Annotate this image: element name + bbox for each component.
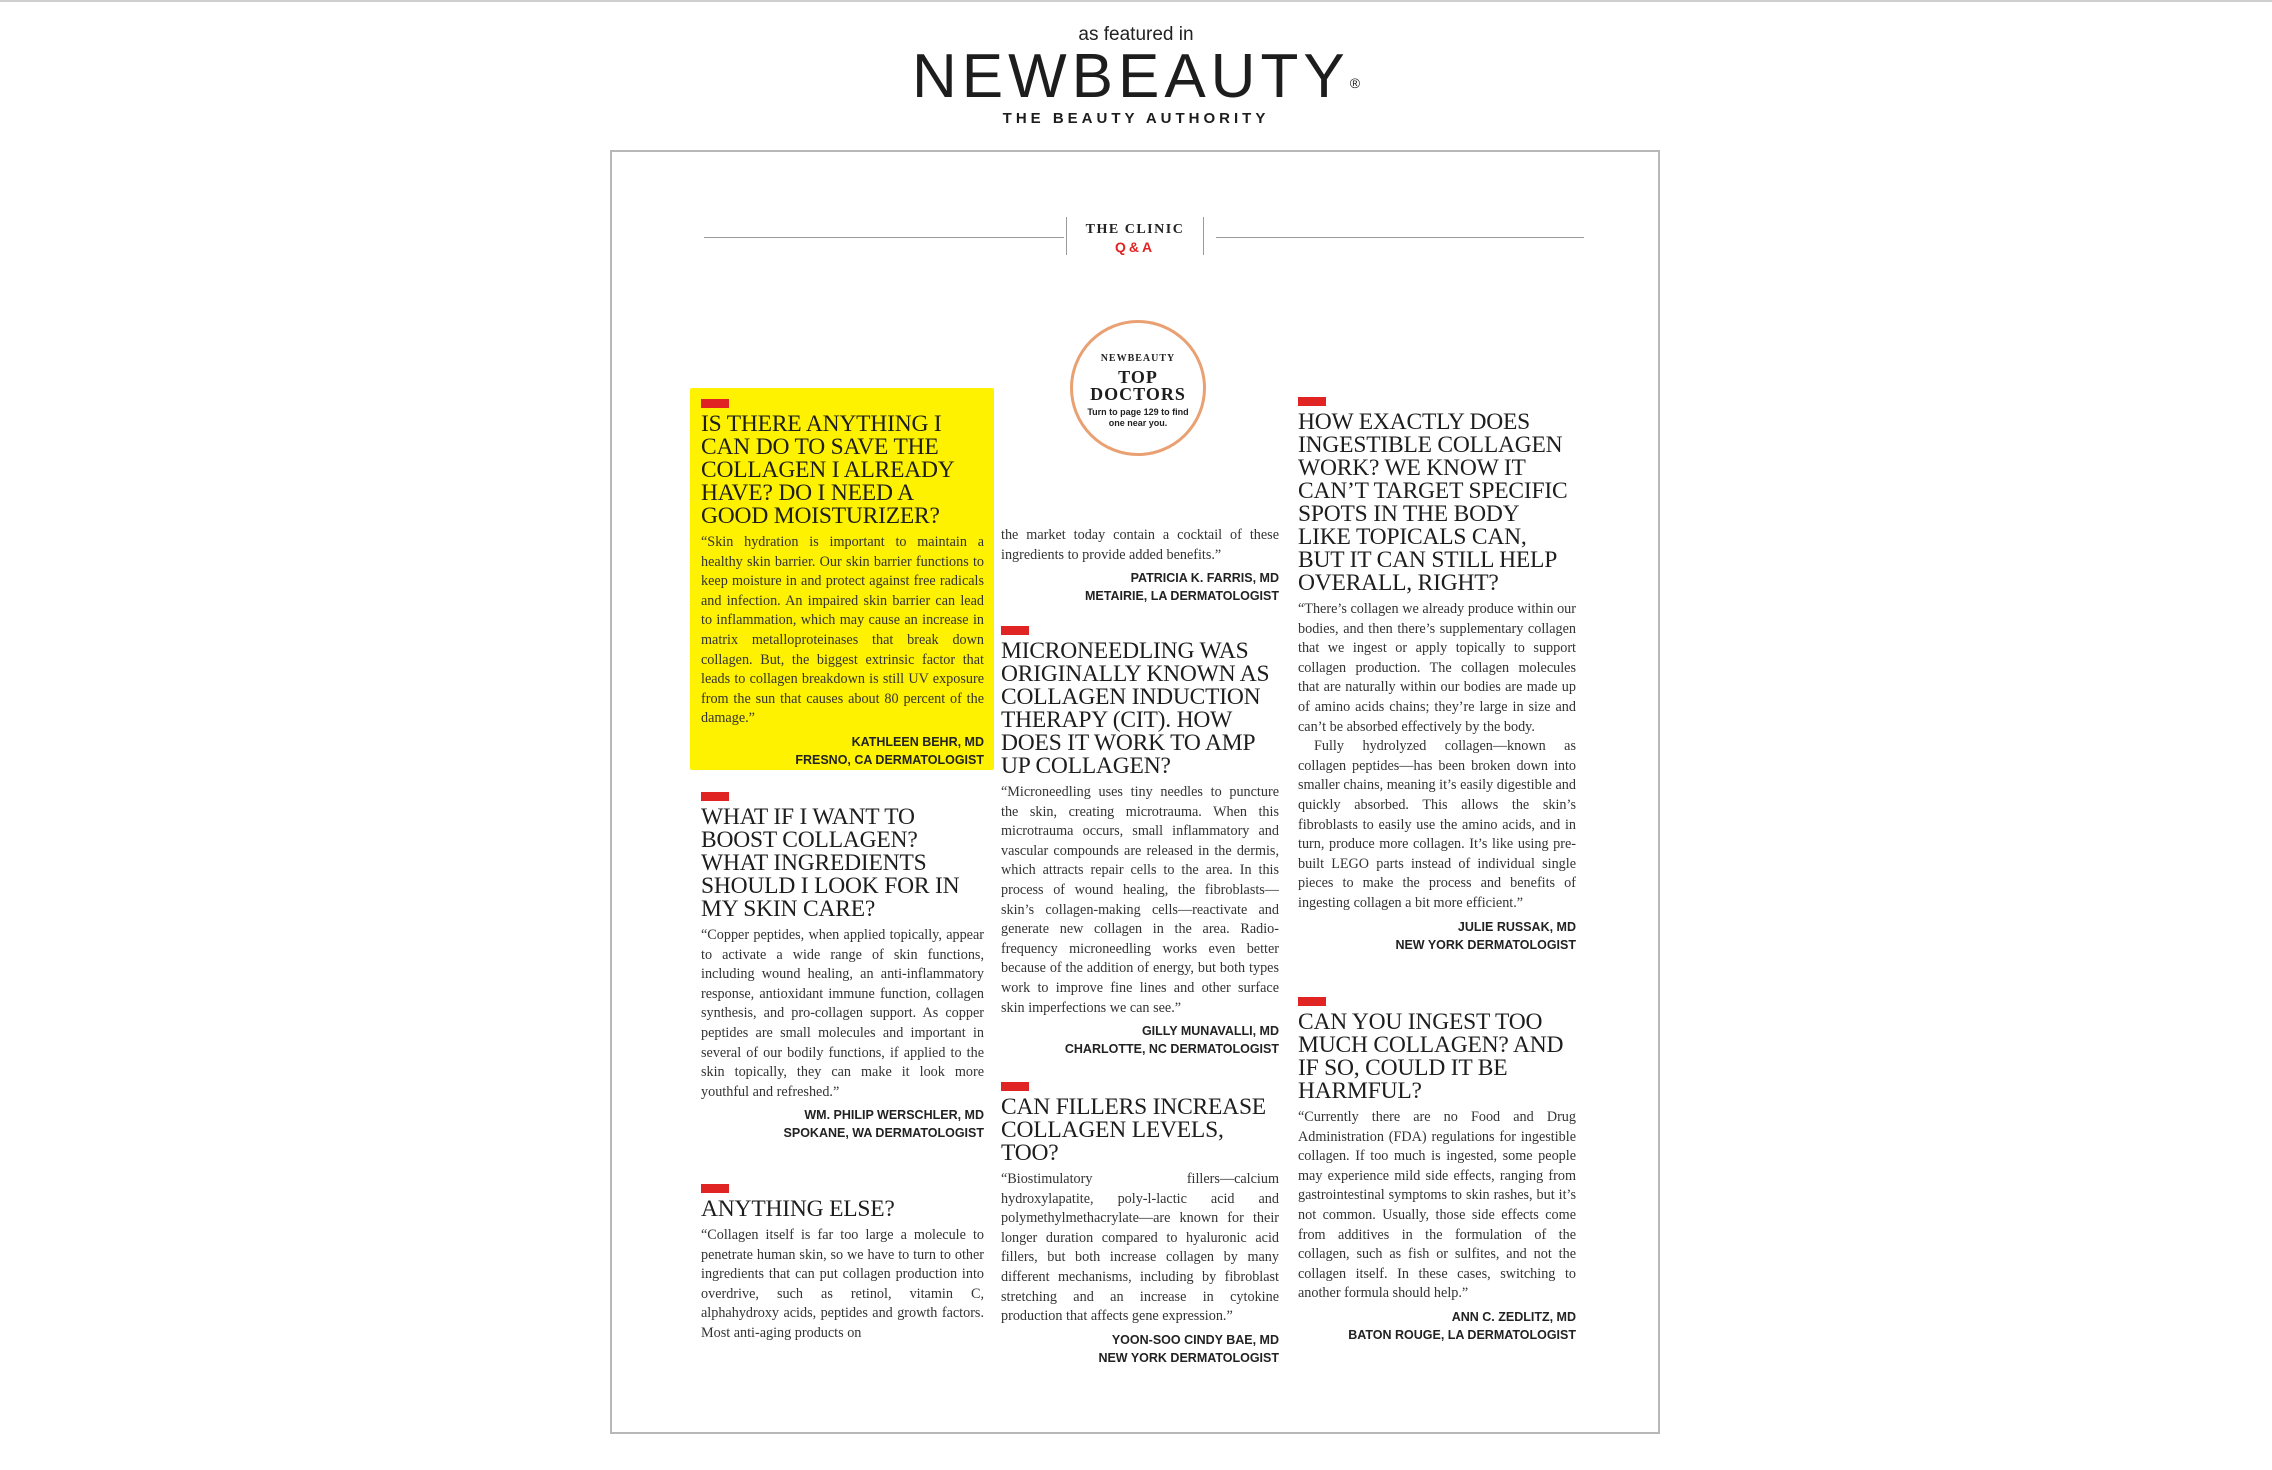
badge-title-doctors: DOCTORS (1090, 384, 1186, 404)
question-heading: CAN YOU INGEST TOO MUCH COLLAGEN? AND IF SO, COULD IT BE HARMFUL? (1298, 1009, 1564, 1104)
badge-brand: NEWBEAUTY (1100, 353, 1176, 364)
logo-text: NEWBEAUTY (911, 42, 1350, 111)
logo-tagline: THE BEAUTY AUTHORITY (1002, 110, 1270, 127)
section-subtitle: Q&A (1114, 239, 1156, 255)
badge-caption: Turn to page 129 to find one near you. (1087, 407, 1189, 428)
doctor-location: NEW YORK DERMATOLOGIST (1098, 1350, 1279, 1365)
red-marker (701, 399, 729, 408)
doctor-location: METAIRIE, LA DERMATOLOGIST (1085, 589, 1279, 604)
question-heading: HOW EXACTLY DOES INGESTIBLE COLLAGEN WORK? WE KNOW IT CAN’T TARGET SPECIFIC SPOTS IN THE BODY LIKE TOPICALS CAN, BUT IT CAN STILL HELP OVERALL, RIGHT? (1298, 409, 1568, 596)
featured-label: as featured in (1078, 24, 1194, 45)
answer-text: “There’s collagen we already produce within our bodies, and then there’s supplementary collagen that we ingest or apply topically to support collagen production. The collagen molecules that are naturally within our bodies are made up of amino acids chains; they’re large in size and can’t be absorbed effectively by the body. (1298, 601, 1576, 735)
qa-block-moisturizer (690, 388, 994, 770)
top-doctors-badge (1070, 320, 1206, 456)
question-heading: ANYTHING ELSE? (701, 1196, 895, 1222)
doctor-location: SPOKANE, WA DERMATOLOGIST (783, 1126, 984, 1141)
doctor-name: JULIE RUSSAK, MD (1457, 919, 1576, 934)
section-label-box (1066, 217, 1204, 255)
doctor-name: WM. PHILIP WERSCHLER, MD (804, 1108, 984, 1123)
doctor-byline (1298, 1308, 1576, 1344)
doctor-name: PATRICIA K. FARRIS, MD (1130, 571, 1279, 586)
answer-text: “Microneedling uses tiny needles to puncture the skin, creating microtrauma. When this microtrauma occurs, small inflammatory and vascular compounds are released in the dermis, which attracts repair cells to the area. In this process of wound healing, the fibroblasts—skin’s collagen-making cells—reactivate and generate new collagen in the area. Radio-frequency microneedling works even better because of the addition of energy, but both types work to improve fine lines and other surface skin imperfections we can see.” (1001, 784, 1279, 1016)
answer-text: “Currently there are no Food and Drug Administration (FDA) regulations for ingestible collagen. If too much is ingested, some people may experience mild side effects, ranging from gastrointestinal symptoms to skin rashes, but it’s not common. Usually, those side effects come from additives in the formulation of the collagen, such as fish or sulfites, and not the collagen itself. In these cases, switching to another formula should help.” (1298, 1109, 1576, 1302)
doctor-location: NEW YORK DERMATOLOGIST (1395, 937, 1576, 952)
red-marker (1298, 997, 1326, 1006)
answer-text: “Copper peptides, when applied topically, appear to activate a wide range of skin functions, including wound healing, an anti-inflammatory response, antioxidant immune function, collagen synthesis, and pro-collagen support. As copper peptides are small molecules and important in several of our bodily functions, if applied to the skin topically, they can make it look more youthful and refreshed.” (701, 927, 984, 1100)
qa-block-too-much-collagen (1298, 997, 1576, 1344)
qa-block-boost-collagen (701, 792, 984, 1142)
question-heading: WHAT IF I WANT TO BOOST COLLAGEN? WHAT INGREDIENTS SHOULD I LOOK FOR IN MY SKIN CARE? (701, 804, 960, 922)
doctor-byline (701, 1106, 984, 1142)
qa-block-ingestible-collagen (1298, 397, 1576, 954)
answer-text: “Biostimulatory fillers—calcium hydroxylapatite, poly-l-lactic acid and polymethylmethacrylate—are known for their longer duration compared to hyaluronic acid fillers, but both increase collagen by many different mechanisms, including by fibroblast stretching and an increase in cytokine production that affects gene expression.” (1001, 1171, 1279, 1325)
doctor-name: YOON-SOO CINDY BAE, MD (1111, 1332, 1279, 1347)
doctor-byline (701, 733, 984, 769)
registered-mark: ® (1349, 75, 1361, 91)
header-rule-left (704, 237, 1064, 238)
section-header (704, 217, 1584, 257)
doctor-name: GILLY MUNAVALLI, MD (1141, 1024, 1279, 1039)
qa-block-fillers (1001, 1082, 1279, 1367)
red-marker (1001, 1082, 1029, 1091)
red-marker (1298, 397, 1326, 406)
doctor-location: BATON ROUGE, LA DERMATOLOGIST (1348, 1327, 1576, 1342)
doctor-name: KATHLEEN BEHR, MD (851, 734, 984, 749)
answer-continued-text: the market today contain a cocktail of these ingredients to provide added benefits.” (1001, 527, 1279, 563)
red-marker (1001, 626, 1029, 635)
doctor-location: CHARLOTTE, NC DERMATOLOGIST (1064, 1042, 1279, 1057)
doctor-location: FRESNO, CA DERMATOLOGIST (795, 752, 984, 767)
question-heading: MICRONEEDLING WAS ORIGINALLY KNOWN AS COLLAGEN INDUCTION THERAPY (CIT). HOW DOES IT WORK TO AMP UP COLLAGEN? (1001, 638, 1270, 779)
doctor-byline (1298, 918, 1576, 954)
section-title: THE CLINIC (1085, 222, 1185, 237)
question-heading: CAN FILLERS INCREASE COLLAGEN LEVELS, TOO? (1001, 1094, 1266, 1166)
question-heading: IS THERE ANYTHING I CAN DO TO SAVE THE COLLAGEN I ALREADY HAVE? DO I NEED A GOOD MOISTURIZER? (701, 411, 954, 529)
answer-text: “Collagen itself is far too large a molecule to penetrate human skin, so we have to turn to other ingredients that can put collagen production into overdrive, such as retinol, vitamin C, alphahydroxy acids, peptides and growth factors. Most anti-aging products on (701, 1227, 984, 1341)
badge-title-top: TOP (1118, 367, 1158, 387)
qa-block-anything-else-continued (1001, 526, 1279, 605)
answer-text-continued: Fully hydrolyzed collagen—known as collagen peptides—has been broken down into smaller chains, meaning it’s easily digestible and quickly absorbed. This allows the skin’s fibroblasts to easily use the amino acids, and in turn, produce more collagen. It’s like using pre-built LEGO parts instead of individual single pieces to make the process and benefits of ingesting collagen a bit more efficient.” (1298, 738, 1576, 911)
qa-block-anything-else (701, 1184, 984, 1344)
doctor-byline (1001, 1331, 1279, 1367)
doctor-byline (1001, 569, 1279, 605)
answer-text: “Skin hydration is important to maintain a healthy skin barrier. Our skin barrier functions to keep moisture in and protect against free radicals and infection. An impaired skin barrier can lead to inflammation, which may cause an increase in matrix metalloproteinases that break down collagen. But, the biggest extrinsic factor that leads to collagen breakdown is still UV exposure from the sun that causes about 80 percent of the damage.” (701, 534, 984, 727)
header-rule-right (1216, 237, 1584, 238)
red-marker (701, 792, 729, 801)
top-rule (0, 0, 2272, 2)
magazine-page (610, 150, 1660, 1434)
red-marker (701, 1184, 729, 1193)
qa-block-microneedling (1001, 626, 1279, 1058)
newbeauty-logo (0, 42, 2272, 112)
doctor-name: ANN C. ZEDLITZ, MD (1451, 1309, 1576, 1324)
doctor-byline (1001, 1022, 1279, 1058)
